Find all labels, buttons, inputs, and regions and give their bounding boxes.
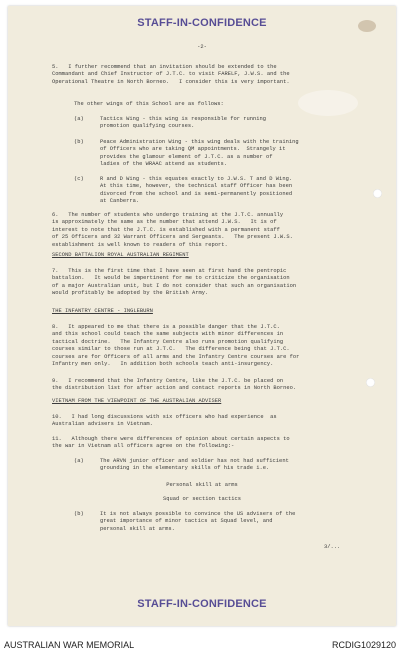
paragraph-11b: (b) It is not always possible to convince the US advisers of the great importance of minor tactics at Squad level, and personal skill at arms. [74,511,296,532]
wings-intro: The other wings of this School are as follows: [74,101,224,107]
paragraph-11: 11. Although there were differences of opinion about certain aspects to the war in Vietnam all officers agree on the following:- [52,436,290,450]
wing-a: (a) Tactics Wing - this wing is responsible for running promotion qualifying courses. [74,116,267,130]
paragraph-7: 7. This is the first time that I have seen at first hand the pentropic battalion. It would be impertinent for me to criticize the organisation of a major Australian unit, but I do not consider that such an organisation would profitably be adopted by the British Army. [52,268,297,297]
paragraph-9: 9. I recommend that the Infantry Centre, like the J.T.C. be placed on the distribution list for after action and contact reports in North Borneo. [52,378,297,392]
security-stamp-top: STAFF-IN-CONFIDENCE [137,17,267,29]
continuation-marker: 3/... [324,544,341,550]
wing-c: (c) R and D Wing - this equates exactly to J.W.S. T and D Wing. At this time, however, the technical staff Officer has been divorced from the school and is semi-permanently positioned at Canberra. [74,176,293,205]
punch-hole [366,378,375,387]
wing-b: (b) Peace Administration Wing - this wing deals with the training of Officers who are taking QM appointments. Strangely it provides the glamour element of J.T.C. as a number of ladies of the WRAAC attend as students. [74,139,299,168]
paragraph-10: 10. I had long discussions with six officers who had experience as Australian advisers in Vietnam. [52,414,277,428]
paragraph-8: 8. It appeared to me that there is a possible danger that the J.T.C. and this school could teach the same subjects with minor differences in tactical doctrine. The Infantry Centre also runs promotion qualifying courses similar to those run at J.T.C. The difference being that J.T.C. courses are for Officers of all arms and the Infantry Centre courses are for Infantry men only. In addition both schools teach anti-insurgency. [52,324,300,368]
punch-hole [373,189,382,198]
heading-vietnam: VIETNAM FROM THE VIEWPOINT OF THE AUSTRALIAN ADVISER [52,398,222,404]
security-stamp-bottom: STAFF-IN-CONFIDENCE [137,598,267,610]
document-page [8,6,396,626]
heading-second-battalion: SECOND BATTALION ROYAL AUSTRALIAN REGIMENT [52,252,189,258]
archive-source: AUSTRALIAN WAR MEMORIAL [4,640,135,650]
page-number: -2- [197,44,207,50]
paper-stain [298,90,358,116]
paragraph-6: 6. The number of students who undergo training at the J.T.C. annually is approximately the same as the number that attend J.W.S. It is of interest to note that the J.T.C. is established with a permanent staff of 25 Officers and 32 Warrant Officers and Sergeants. The present J.W.S. establishment is well known to readers of this report. [52,212,293,248]
heading-infantry-centre: THE INFANTRY CENTRE - INGLEBURN [52,308,153,314]
archive-footer [0,628,404,654]
skill-item: Squad or section tactics [162,496,242,502]
skill-item: Personal skill at arms [166,482,238,488]
paragraph-11a: (a) The ARVN junior officer and soldier has not had sufficient grounding in the elementary skills of his trade i.e. [74,458,289,472]
archive-reference: RCDIG1029120 [331,640,396,650]
paragraph-5: 5. I further recommend that an invitation should be extended to the Commandant and Chief Instructor of J.T.C. to visit FARELF, J.W.S. and the Operational Theatre in North Borneo. I consider this is very important. [52,64,290,85]
